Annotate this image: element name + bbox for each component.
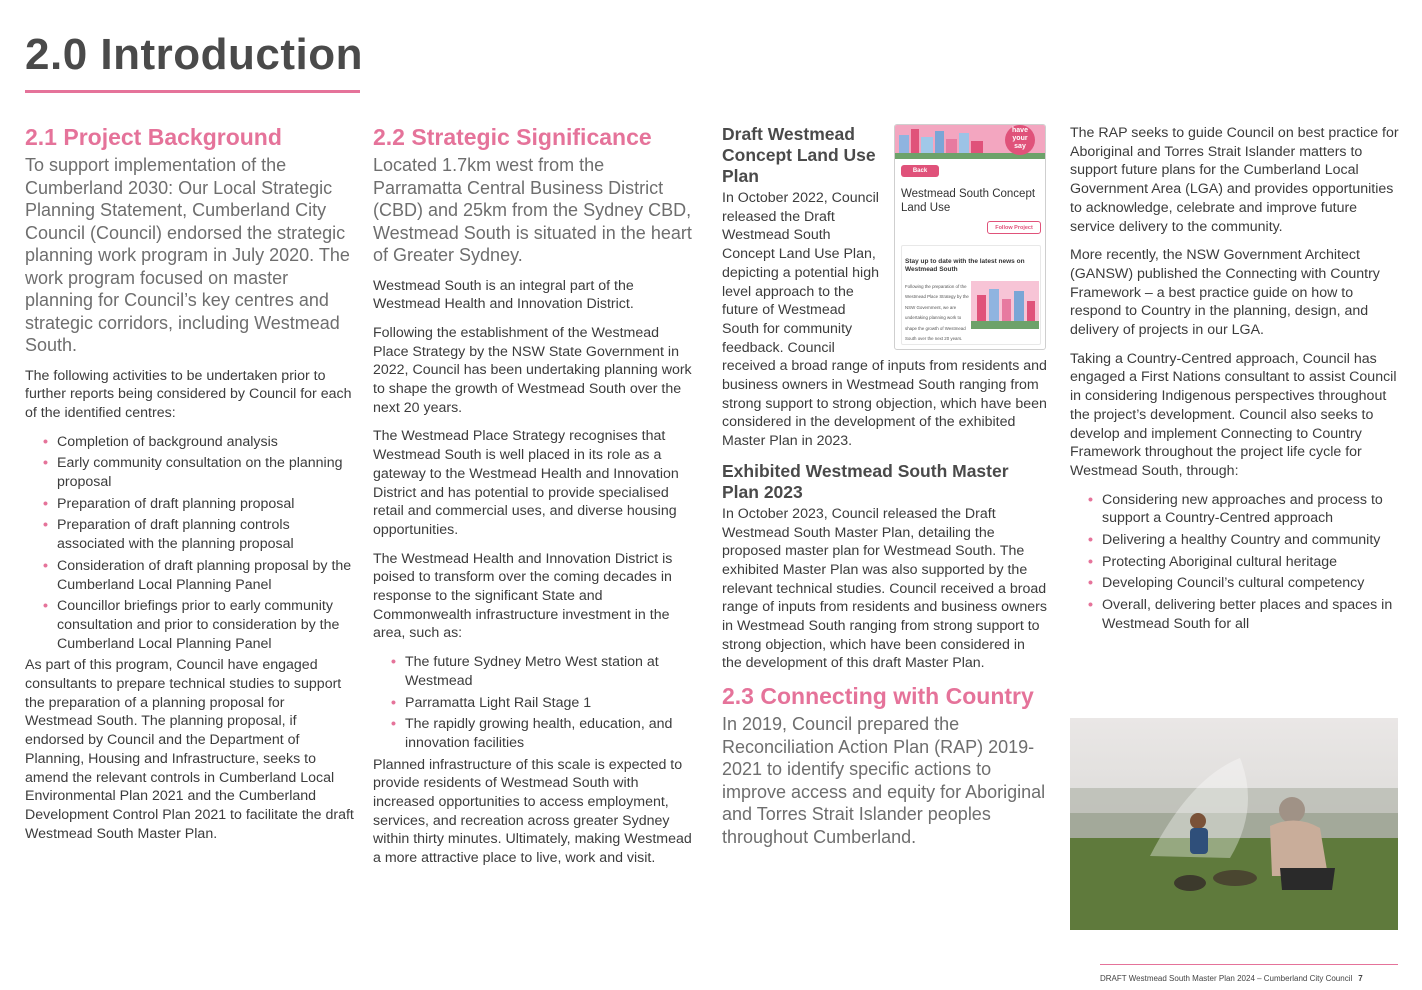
body-paragraph: As part of this program, Council have engaged consultants to prepare technical studies to support the preparation of a planning proposal for Westmead South. The planning proposal, if endorsed by Council and the Department of Planning, Housing and Infrastructure, seeks to amend the relevant controls in Cumberland Local Environmental Plan 2021 and the Cumberland Development Control Plan 2021 to facilitate the draft Westmead South Master Plan. [25, 657, 354, 842]
page-title: 2.0 Introduction [25, 30, 363, 79]
footer-divider [1100, 964, 1398, 965]
list-item: • Preparation of draft planning proposal [25, 495, 355, 514]
body-paragraph: Taking a Country-Centred approach, Council has engaged a First Nations consultant to assist Council in considering Indigenous perspectives throughout the project’s development. Council also seeks to develop and implement Connecting to Country Framework throughout the project life cycle for Westmead South, through: [1070, 350, 1397, 479]
list-item: • Protecting Aboriginal cultural heritage [1070, 553, 1400, 572]
page-number: 7 [1358, 974, 1363, 983]
list-item: • Preparation of draft planning controls associated with the planning proposal [25, 516, 355, 553]
approach-list [1070, 491, 1400, 634]
lead-paragraph: In 2019, Council prepared the Reconciliation Action Plan (RAP) 2019-2021 to identify specific actions to improve access and equity for Aboriginal and Torres Strait Islander peoples throughout Cumberland. [722, 714, 1046, 847]
lead-paragraph: To support implementation of the Cumberland 2030: Our Local Strategic Planning Statement, Cumberland City Council (Council) endorsed the strategic planning work program in July 2020. The work program focused on master planning for Council’s key centres and strategic corridors, including Westmead South. [25, 155, 350, 355]
list-item: • Completion of background analysis [25, 433, 355, 452]
body-paragraph: In October 2022, Council released the Draft Westmead South Concept Land Use Plan, depicting a potential high level approach to the future of Westmead South for community feedback. Council received a broad range of inputs from residents and business owners in Westmead South ranging from strong support to strong objection, which have been considered in the development of the exhibited Master Plan in 2023. [722, 190, 1047, 450]
title-underline [25, 90, 360, 93]
list-item: • The future Sydney Metro West station at Westmead [373, 653, 698, 690]
body-paragraph: Following the establishment of the Westmead Place Strategy by the NSW State Government in 2022, Council has been undertaking planning work to shape the growth of Westmead South over the next 20 years. [373, 324, 692, 416]
body-paragraph: The RAP seeks to guide Council on best practice for Aboriginal and Torres Strait Islander matters to support future plans for the Cumberland Local Government Area (LGA) and provides opportunities to acknowledge, celebrate and improve future service delivery to the community. [1070, 125, 1399, 235]
body-paragraph: The following activities to be undertaken prior to further reports being considered by Council for each of the identified centres: [25, 367, 352, 421]
city-illustration-banner [895, 125, 1045, 159]
column-country [1070, 124, 1400, 637]
list-item: • The rapidly growing health, education, and innovation facilities [373, 715, 698, 752]
subheading-exhibited-plan: Exhibited Westmead South Master Plan 2023 [722, 460, 1009, 502]
list-item: • Considering new approaches and process to support a Country-Centred approach [1070, 491, 1400, 528]
smoking-ceremony-photo [1070, 718, 1398, 930]
news-text: Following the preparation of the Westmead Place Strategy by the NSW Government, we are undertaking planning work to shape the growth of Westmead South over the next 20 years. [905, 284, 969, 342]
section-heading-strategic-significance: 2.2 Strategic Significance [373, 124, 652, 150]
list-item: • Councillor briefings prior to early community consultation and prior to consideration by the Cumberland Local Planning Panel [25, 597, 355, 653]
body-paragraph: The Westmead Health and Innovation District is poised to transform over the coming decades in response to the significant State and Commonwealth infrastructure investment in the area, such as: [373, 550, 673, 642]
infrastructure-list [373, 653, 698, 753]
logo-text: have [1012, 127, 1028, 134]
subheading-concept-plan: Draft Westmead Concept Land Use Plan [722, 124, 876, 186]
list-item: • Delivering a healthy Country and community [1070, 531, 1400, 550]
have-your-say-screenshot [894, 124, 1046, 350]
column-project-background [25, 124, 355, 853]
column-strategic-significance [373, 124, 698, 878]
list-item: • Parramatta Light Rail Stage 1 [373, 694, 698, 713]
lead-paragraph: Located 1.7km west from the Parramatta Central Business District (CBD) and 25km from the Sydney CBD, Westmead South is situated in the heart of Greater Sydney. [373, 155, 692, 265]
logo-text: your [1012, 135, 1028, 142]
footer-text: DRAFT Westmead South Master Plan 2024 – Cumberland City Council [1100, 974, 1353, 983]
list-item: • Early community consultation on the planning proposal [25, 454, 355, 491]
list-item: • Overall, delivering better places and spaces in Westmead South for all [1070, 596, 1400, 633]
section-heading-project-background: 2.1 Project Background [25, 124, 282, 150]
back-button[interactable]: Back [901, 165, 939, 177]
logo-text: say [1014, 143, 1026, 150]
body-paragraph: Planned infrastructure of this scale is expected to provide residents of Westmead South with increased opportunities to access employment, services, and recreation across greater Sydney within thirty minutes. Ultimately, making Westmead a more attractive place to live, work and visit. [373, 756, 692, 867]
list-item: • Consideration of draft planning proposal by the Cumberland Local Planning Panel [25, 557, 355, 594]
body-paragraph: In October 2023, Council released the Draft Westmead South Master Plan, detailing the proposed master plan for Westmead South. The exhibited Master Plan was also supported by the relevant technical studies. Council received a broad range of inputs from residents and business owners in Westmead South ranging from strong support to strong objection, which have been considered in the development of this draft Master Plan. [722, 505, 1047, 672]
body-paragraph: More recently, the NSW Government Architect (GANSW) published the Connecting with Country Framework – a best practice guide on how to respond to Country in the planning, design, and delivery of projects in our LGA. [1070, 247, 1380, 339]
card-title: Westmead South Concept Land Use [901, 188, 1036, 214]
activities-list [25, 433, 355, 654]
list-item: • Developing Council’s cultural competency [1070, 574, 1400, 593]
news-heading: Stay up to date with the latest news on Westmead South [905, 258, 1025, 273]
news-thumbnail-image [971, 281, 1039, 329]
body-paragraph: Westmead South is an integral part of the Westmead Health and Innovation District. [373, 277, 634, 313]
section-heading-connecting-country: 2.3 Connecting with Country [722, 683, 1034, 710]
body-paragraph: The Westmead Place Strategy recognises that Westmead South is well placed in its role as a gateway to the Westmead Health and Innovation District and has potential to provide specialised retail and commercial uses, and diverse housing opportunities. [373, 428, 679, 538]
page-footer [1100, 973, 1400, 985]
column-concept-plan [722, 124, 1048, 858]
follow-project-button[interactable]: Follow Project [987, 221, 1041, 234]
